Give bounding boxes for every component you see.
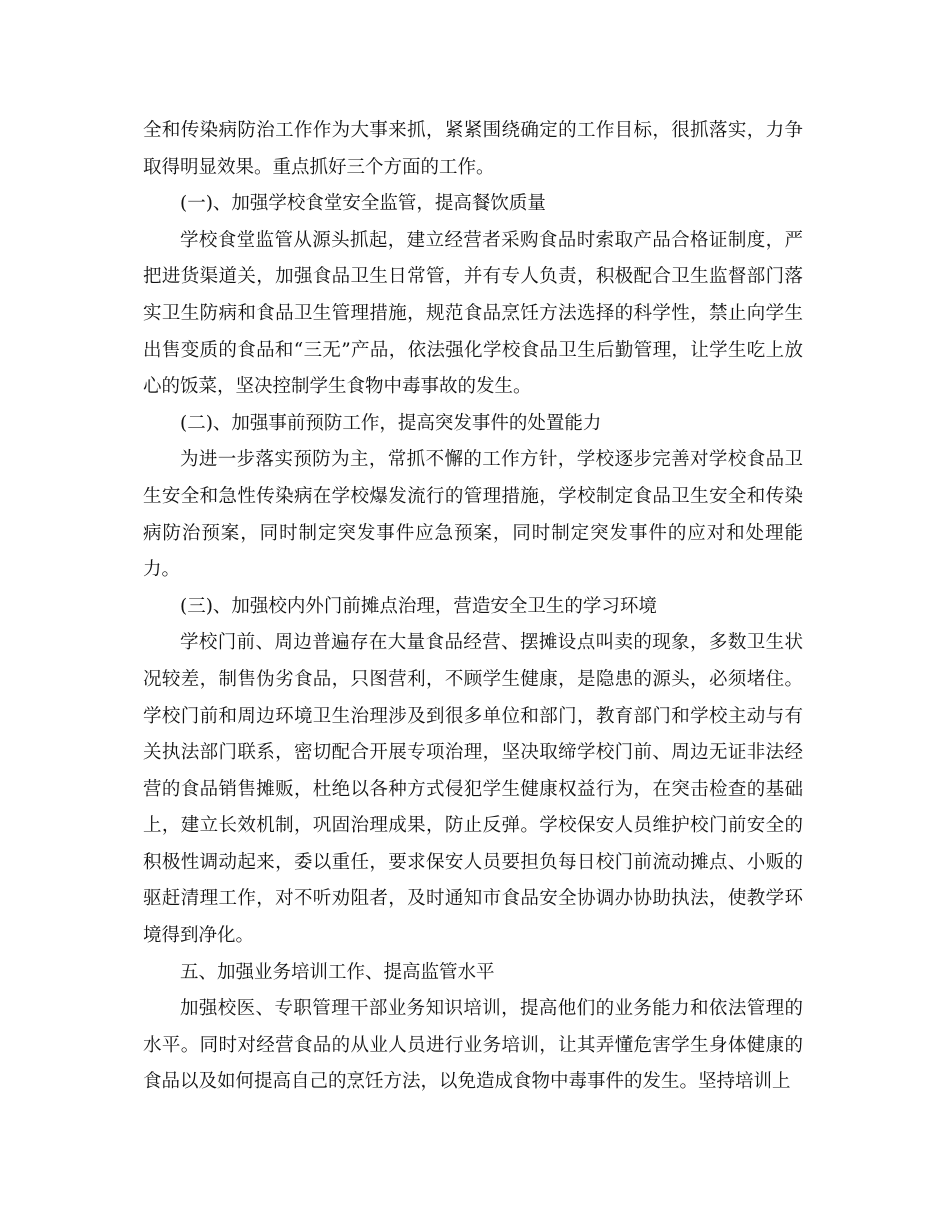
paragraph-continuation: 全和传染病防治工作作为大事来抓，紧紧围绕确定的工作目标，很抓落实，力争取得明显效果。重点抓好三个方面的工作。 xyxy=(143,120,803,178)
section-heading-prevention: (二)、加强事前预防工作，提高突发事件的处置能力 xyxy=(180,412,602,434)
document-body xyxy=(143,113,803,1101)
paragraph-prevention: 为进一步落实预防为主，常抓不懈的工作方针，学校逐步完善对学校食品卫生安全和急性传染病在学校爆发流行的管理措施，学校制定食品卫生安全和传染病防治预案，同时制定突发事件应急预案，同时制定突发事件的应对和处理能力。 xyxy=(143,449,803,581)
section-heading-vendor-control: (三)、加强校内外门前摊点治理，营造安全卫生的学习环境 xyxy=(180,595,657,617)
paragraph-canteen-supervision: 学校食堂监管从源头抓起，建立经营者采购食品时索取产品合格证制度，严把进货渠道关，加强食品卫生日常管，并有专人负责，积极配合卫生监督部门落实卫生防病和食品卫生管理措施，规范食品烹饪方法选择的科学性，禁止向学生出售变质的食品和“三无”产品，依法强化学校食品卫生后勤管理，让学生吃上放心的饭菜，坚决控制学生食物中毒事故的发生。 xyxy=(143,229,803,398)
section-heading-canteen-safety: (一)、加强学校食堂安全监管，提高餐饮质量 xyxy=(180,193,546,215)
paragraph-training: 加强校医、专职管理干部业务知识培训，提高他们的业务能力和依法管理的水平。同时对经营食品的从业人员进行业务培训，让其弄懂危害学生身体健康的食品以及如何提高自己的烹饪方法，以免造成食物中毒事件的发生。坚持培训上 xyxy=(143,998,803,1093)
section-heading-training: 五、加强业务培训工作、提高监管水平 xyxy=(180,961,495,983)
paragraph-vendor-control: 学校门前、周边普遍存在大量食品经营、摆摊设点叫卖的现象，多数卫生状况较差，制售伪劣食品，只图营利，不顾学生健康，是隐患的源头，必须堵住。学校门前和周边环境卫生治理涉及到很多单位和部门，教育部门和学校主动与有关执法部门联系，密切配合开展专项治理，坚决取缔学校门前、周边无证非法经营的食品销售摊贩，杜绝以各种方式侵犯学生健康权益行为，在突击检查的基础上，建立长效机制，巩固治理成果，防止反弹。学校保安人员维护校门前安全的积极性调动起来，委以重任，要求保安人员要担负每日校门前流动摊点、小贩的驱赶清理工作，对不听劝阻者，及时通知市食品安全协调办协助执法，使教学环境得到净化。 xyxy=(143,632,803,947)
